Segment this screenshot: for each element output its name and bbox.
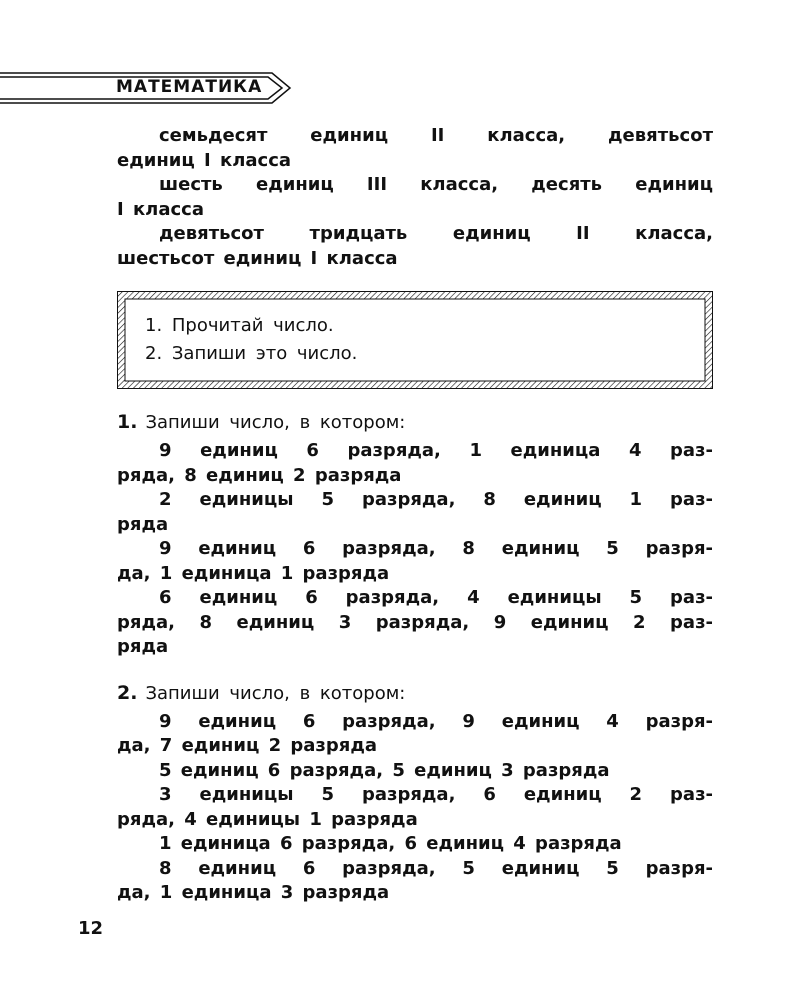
- text-line: да, 1 единица 3 разряда: [117, 882, 390, 903]
- text-line: 9 единиц 6 разряда, 9 единиц 4 разря-: [159, 710, 713, 732]
- task-prompt: Запиши число, в котором:: [145, 412, 406, 433]
- text-line: 3 единицы 5 разряда, 6 единиц 2 раз-: [159, 784, 713, 805]
- intro-item: [117, 124, 713, 173]
- task-item: [117, 783, 713, 832]
- text-line: 8 единиц 6 разряда, 5 единиц 5 разря-: [159, 857, 713, 879]
- task-item: [117, 439, 713, 488]
- task-2: [117, 681, 713, 906]
- text-line: девятьсот тридцать единиц II класса,: [159, 223, 713, 244]
- rules-box: [117, 291, 713, 389]
- intro-item: [117, 222, 713, 271]
- text-line: 5 единиц 6 разряда, 5 единиц 3 разряда: [159, 759, 610, 781]
- text-line: шесть единиц III класса, десять единиц: [159, 174, 713, 195]
- task-item: [117, 586, 713, 660]
- task-number: 1.: [117, 411, 138, 433]
- text-line: ряда: [117, 513, 169, 535]
- rule-item: 2. Запиши это число.: [145, 343, 358, 364]
- task-item: [117, 710, 713, 759]
- text-line: 9 единиц 6 разряда, 8 единиц 5 разря-: [159, 538, 713, 559]
- text-line: шестьсот единиц I класса: [117, 247, 398, 269]
- text-line: ряда, 4 единицы 1 разряда: [117, 808, 418, 830]
- text-line: да, 1 единица 1 разряда: [117, 562, 390, 584]
- task-item: [117, 537, 713, 586]
- rule-item: 1. Прочитай число.: [145, 315, 334, 336]
- text-line: да, 7 единиц 2 разряда: [117, 735, 378, 756]
- task-prompt: Запиши число, в котором:: [145, 682, 406, 704]
- task-item: [117, 488, 713, 537]
- rules-list: [145, 312, 357, 368]
- text-line: 2 единицы 5 разряда, 8 единиц 1 раз-: [159, 489, 713, 510]
- page-content: [117, 124, 713, 906]
- page-number: 12: [78, 918, 104, 939]
- text-line: 9 единиц 6 разряда, 1 единица 4 раз-: [159, 440, 713, 461]
- text-line: ряда, 8 единиц 2 разряда: [117, 464, 402, 486]
- text-line: I класса: [117, 198, 204, 220]
- text-line: 6 единиц 6 разряда, 4 единицы 5 раз-: [159, 587, 713, 608]
- section-header: [0, 70, 300, 106]
- task-heading: [117, 410, 713, 435]
- task-1: [117, 410, 713, 660]
- text-line: единиц I класса: [117, 149, 292, 171]
- text-line: ряда: [117, 636, 169, 657]
- task-item: [117, 759, 713, 784]
- intro-item: [117, 173, 713, 222]
- text-line: семьдесят единиц II класса, девятьсот: [159, 125, 713, 146]
- intro-list: [117, 124, 713, 271]
- task-item: [117, 832, 713, 857]
- text-line: ряда, 8 единиц 3 разряда, 9 единиц 2 раз-: [117, 611, 713, 633]
- text-line: 1 единица 6 разряда, 6 единиц 4 разряда: [159, 833, 622, 854]
- task-item: [117, 857, 713, 906]
- task-heading: [117, 681, 713, 706]
- task-number: 2.: [117, 681, 138, 704]
- header-title: МАТЕМАТИКА: [116, 77, 263, 97]
